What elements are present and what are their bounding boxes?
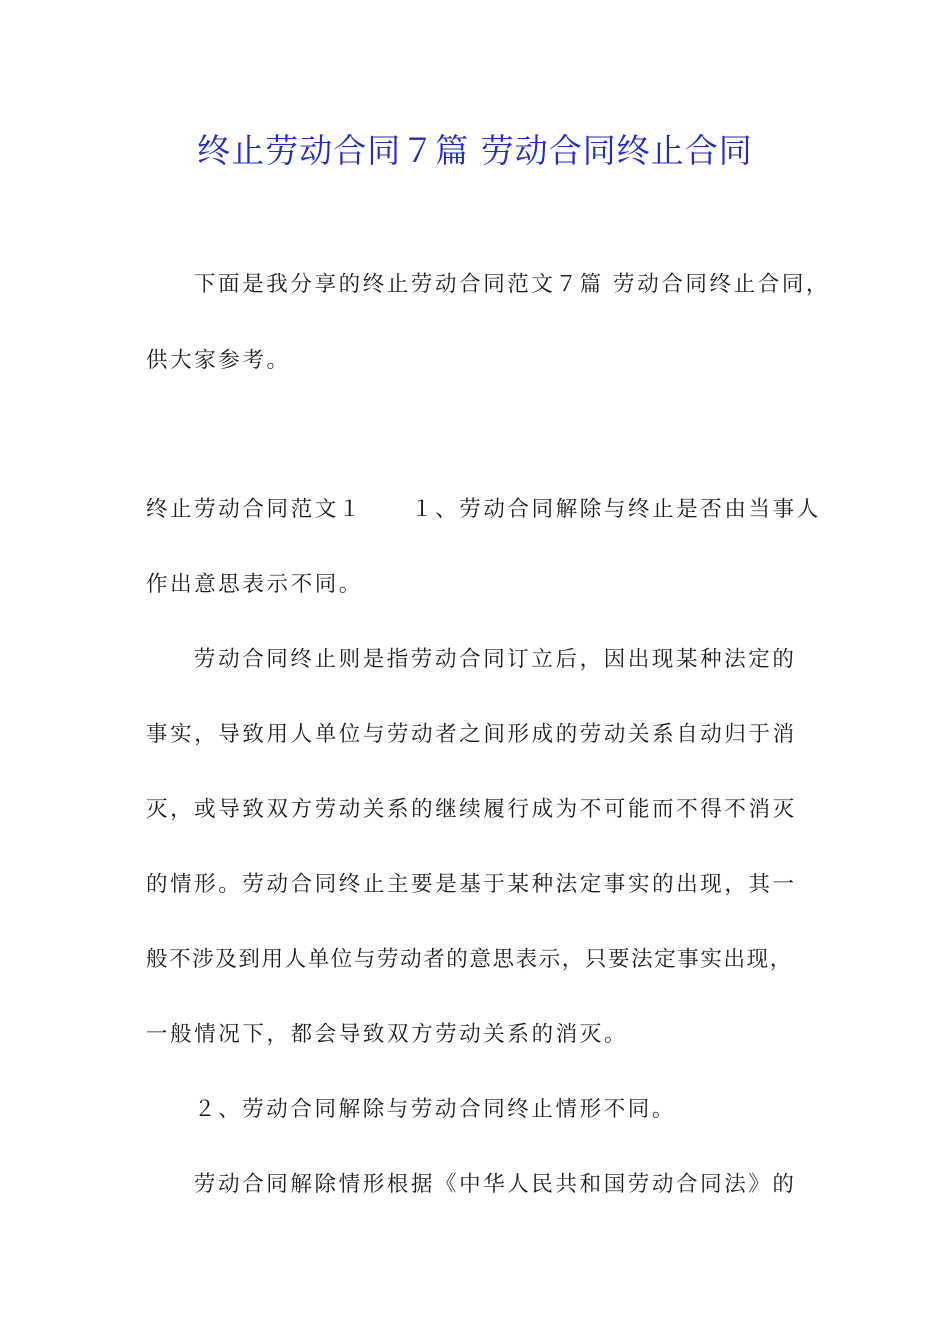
sample1-heading-line: 终止劳动合同范文１ １、劳动合同解除与终止是否由当事人 [146,497,821,522]
document-title: 终止劳动合同７篇 劳动合同终止合同 [197,131,753,170]
paragraph-line: 劳动合同解除情形根据《中华人民共和国劳动合同法》的 [194,1172,797,1197]
paragraph-line: 般不涉及到用人单位与劳动者的意思表示，只要法定事实出现， [146,947,793,972]
intro-line-2: 供大家参考。 [146,348,291,373]
paragraph-line: 的情形。劳动合同终止主要是基于某种法定事实的出现，其一 [146,872,797,897]
intro-line-1: 下面是我分享的终止劳动合同范文７篇 劳动合同终止合同， [194,272,831,297]
paragraph-line: 作出意思表示不同。 [146,572,363,597]
paragraph-line: 事实，导致用人单位与劳动者之间形成的劳动关系自动归于消 [146,722,797,747]
paragraph-line: 劳动合同终止则是指劳动合同订立后，因出现某种法定的 [194,647,797,672]
paragraph-line: 灭，或导致双方劳动关系的继续履行成为不可能而不得不消灭 [146,797,797,822]
paragraph-line: 一般情况下，都会导致双方劳动关系的消灭。 [146,1022,629,1047]
section-heading-line: ２、劳动合同解除与劳动合同终止情形不同。 [194,1097,677,1122]
